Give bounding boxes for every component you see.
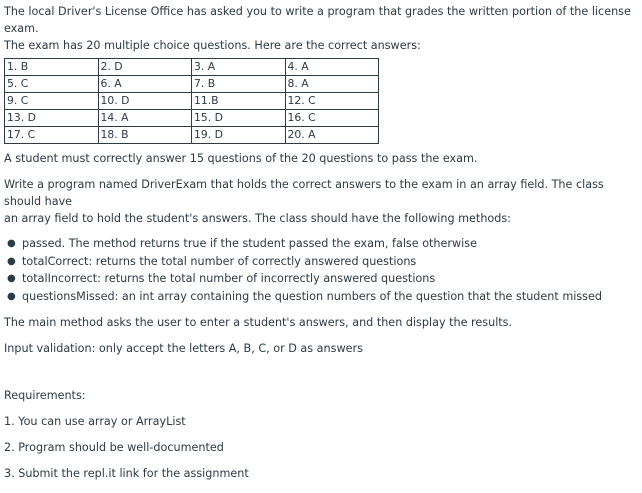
answer-key-table (4, 58, 379, 144)
answer-cell: 3. A (192, 59, 286, 76)
table-row (5, 110, 379, 127)
method-passed: passed. The method returns true if the student passed the exam, false otherwise (22, 237, 477, 250)
table-row (5, 76, 379, 93)
answer-cell: 6. A (98, 76, 192, 93)
program-description-line-1: Write a program named DriverExam that holds the correct answers to the exam in an array field. The class should have (4, 178, 604, 208)
answer-cell: 16. C (285, 110, 379, 127)
table-row (5, 93, 379, 110)
methods-list (4, 235, 638, 305)
input-validation-text: Input validation: only accept the letters A, B, C, or D as answers (4, 342, 363, 355)
list-item (7, 288, 638, 306)
method-total-incorrect: totalIncorrect: returns the total number of incorrectly answered questions (22, 272, 436, 285)
answer-cell: 19. D (192, 127, 286, 144)
assignment-document (4, 0, 638, 482)
bullet-icon: ● (7, 290, 16, 302)
method-total-correct: totalCorrect: returns the total number of correctly answered questions (22, 254, 417, 268)
answer-cell: 18. B (98, 127, 192, 144)
answer-cell: 20. A (285, 127, 379, 144)
answer-cell: 15. D (192, 110, 286, 127)
bullet-icon: ● (7, 255, 16, 267)
pass-rule-text: A student must correctly answer 15 questions of the 20 questions to pass the exam. (4, 152, 478, 165)
requirements-title: Requirements: (4, 389, 86, 402)
program-description-line-2: an array field to hold the student's answers. The class should have the following methods: (4, 212, 511, 225)
answer-cell: 8. A (285, 76, 379, 93)
list-item (7, 253, 638, 271)
answer-cell: 5. C (5, 76, 99, 93)
answer-cell: 13. D (5, 110, 99, 127)
intro-line-1: The local Driver's License Office has asked you to write a program that grades the written portion of the license exam. (4, 5, 631, 35)
answer-cell: 12. C (285, 93, 379, 110)
answer-cell: 17. C (5, 127, 99, 144)
bullet-icon: ● (7, 273, 16, 284)
answer-cell: 7. B (192, 76, 286, 93)
spacer (4, 357, 638, 387)
requirement-item-3: 3. Submit the repl.it link for the assignment (4, 467, 249, 480)
table-row (5, 59, 379, 76)
answer-cell: 2. D (98, 59, 192, 76)
intro-line-2: The exam has 20 multiple choice questions. Here are the correct answers: (4, 39, 421, 52)
answer-cell: 14. A (98, 110, 192, 127)
answer-cell: 4. A (285, 59, 379, 76)
answer-cell: 10. D (98, 93, 192, 110)
bullet-icon: ● (7, 238, 16, 249)
list-item (7, 270, 638, 288)
main-method-text: The main method asks the user to enter a student's answers, and then display the results. (4, 316, 513, 329)
table-row (5, 127, 379, 144)
list-item (7, 235, 638, 253)
answer-cell: 1. B (5, 59, 99, 76)
requirement-item-1: 1. You can use array or ArrayList (4, 415, 186, 428)
answer-cell: 11.B (192, 93, 286, 110)
method-questions-missed: questionsMissed: an int array containing the question numbers of the question that the student missed (22, 289, 602, 303)
requirement-item-2: 2. Program should be well-documented (4, 441, 224, 454)
answer-cell: 9. C (5, 93, 99, 110)
